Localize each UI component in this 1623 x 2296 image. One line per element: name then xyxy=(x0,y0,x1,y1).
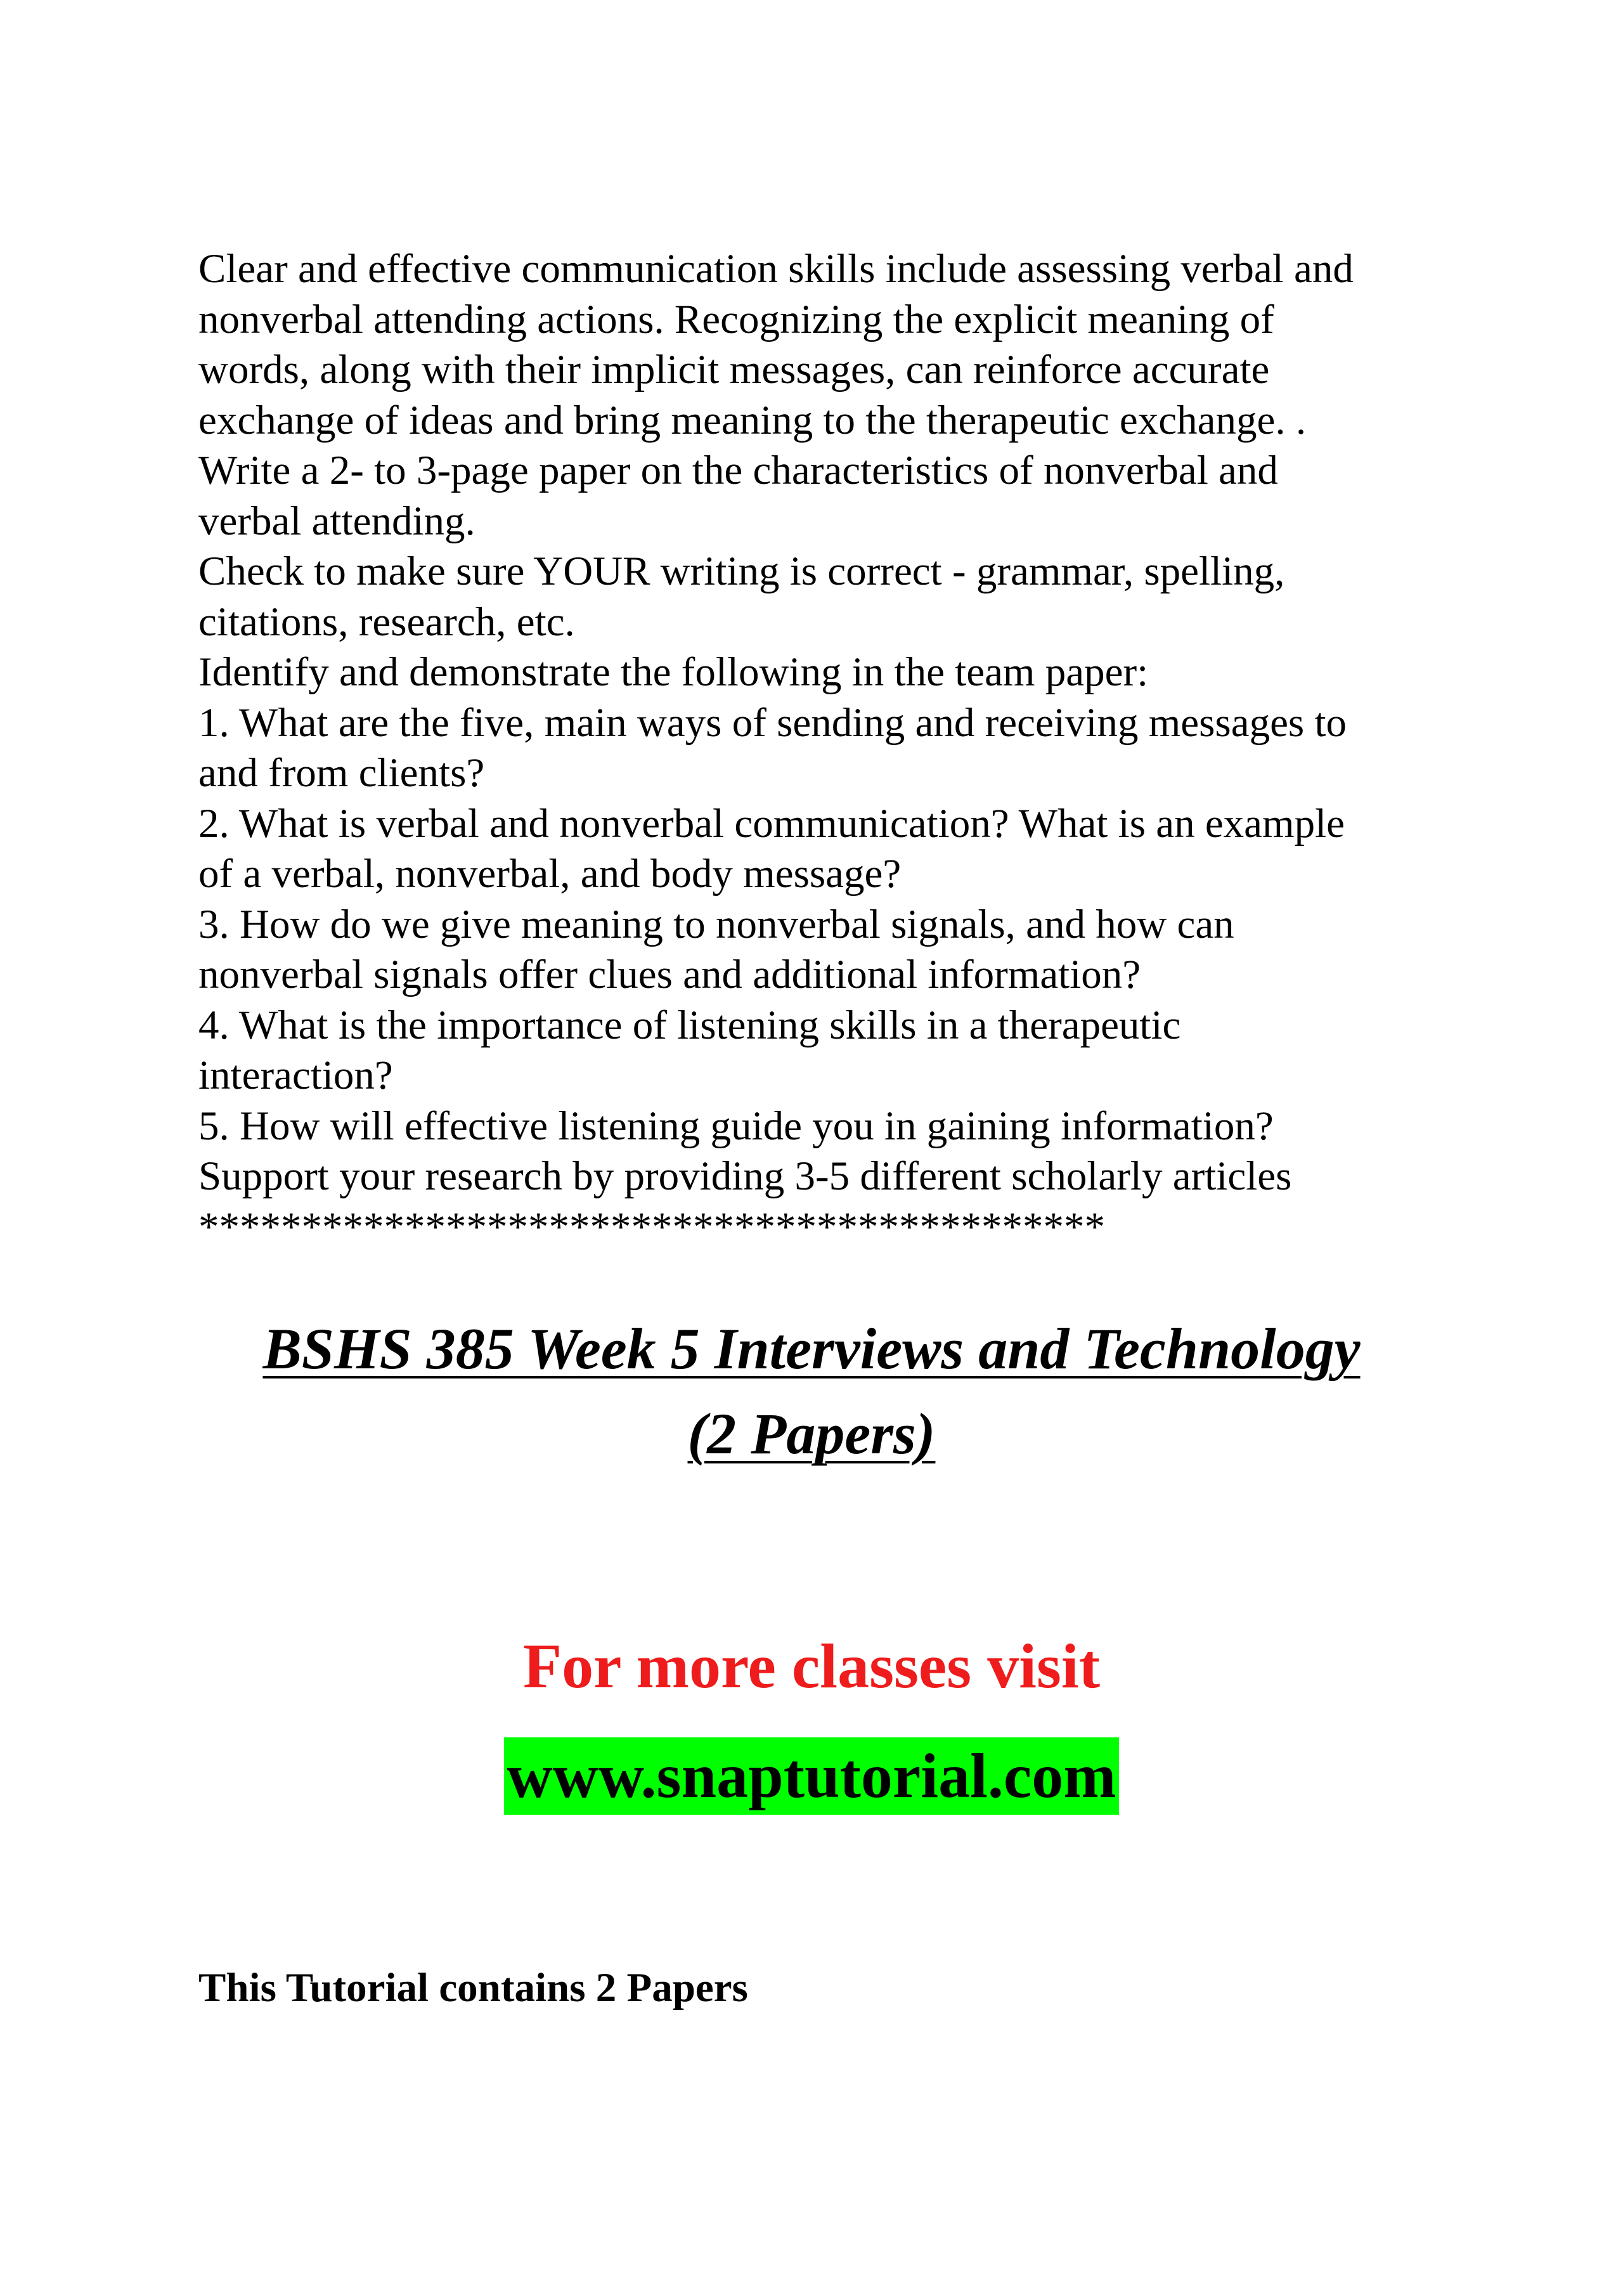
heading-line-2 xyxy=(0,1391,1623,1476)
body-line: verbal attending. xyxy=(198,498,475,544)
body-line: Identify and demonstrate the following in the team paper: xyxy=(198,649,1149,695)
body-line: interaction? xyxy=(198,1053,393,1098)
tutorial-contents-note: This Tutorial contains 2 Papers xyxy=(198,1965,748,2011)
body-line: citations, research, etc. xyxy=(198,599,575,645)
body-line: Support your research by providing 3-5 different scholarly articles xyxy=(198,1153,1292,1199)
heading-subtitle: (2 Papers) xyxy=(687,1401,936,1466)
body-line: nonverbal attending actions. Recognizing the explicit meaning of xyxy=(198,296,1274,342)
promo-text: For more classes visit xyxy=(522,1631,1100,1701)
assignment-description xyxy=(198,244,1460,1252)
asterisk-divider: ******************************************** xyxy=(198,1203,1105,1250)
course-heading xyxy=(0,1306,1623,1476)
body-line: 3. How do we give meaning to nonverbal signals, and how can xyxy=(198,901,1234,947)
body-line: exchange of ideas and bring meaning to the therapeutic exchange. . xyxy=(198,397,1307,443)
heading-title: BSHS 385 Week 5 Interviews and Technology xyxy=(262,1316,1361,1381)
body-line: and from clients? xyxy=(198,750,485,796)
site-link-wrap xyxy=(0,1737,1623,1815)
body-line: nonverbal signals offer clues and additional information? xyxy=(198,952,1141,997)
body-line: 5. How will effective listening guide you in gaining information? xyxy=(198,1103,1274,1149)
heading-line-1 xyxy=(0,1306,1623,1391)
body-line: Clear and effective communication skills include assessing verbal and xyxy=(198,246,1354,292)
body-line: Check to make sure YOUR writing is correct - grammar, spelling, xyxy=(198,548,1285,594)
body-line: Write a 2- to 3-page paper on the characteristics of nonverbal and xyxy=(198,448,1278,493)
site-link[interactable]: www.snaptutorial.com xyxy=(504,1737,1118,1815)
body-line: 2. What is verbal and nonverbal communication? What is an example xyxy=(198,800,1345,846)
body-line: of a verbal, nonverbal, and body message? xyxy=(198,851,902,897)
body-line: words, along with their implicit messages, can reinforce accurate xyxy=(198,347,1270,392)
body-line: 1. What are the five, main ways of sending and receiving messages to xyxy=(198,699,1347,746)
body-line: 4. What is the importance of listening skills in a therapeutic xyxy=(198,1002,1181,1048)
